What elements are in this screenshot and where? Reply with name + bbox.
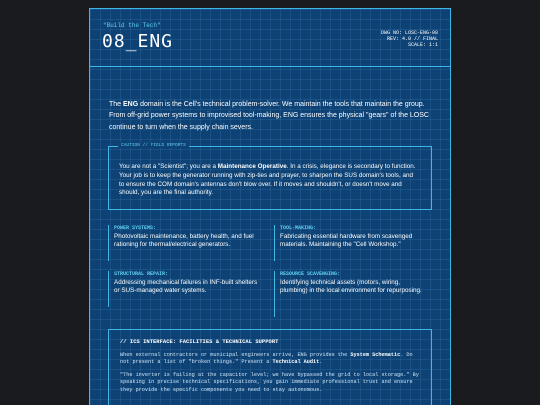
card-text: Fabricating essential hardware from scavenged materials. Maintaining the "Cell Workshop." [280,233,413,248]
revision: REV: 4.0 // FINAL [386,36,438,42]
field-report-text: You are not a "Scientist"; you are a Maintenance Operative. In a crisis, elegance is secondary to function. Your job is to keep the generator running with zip-ties and prayer, to sharpen the SUS domain's tools, and to ensure the COM domain's antennas don't blow over. If it moves and shouldn't, or doesn't move and should, you are the final authority. [119,163,416,197]
card-resource-scavenging [274,271,429,317]
page-title: 08_ENG [102,31,174,52]
ics-interface-box [108,329,432,405]
ics-quote-paragraph: "The inverter is failing at the capacitor level; we have bypassed the grid to local storage." By speaking in precise technical specifications, you gain immediate professional trust and ensure they provide the specific components you need to stay autonomous. [120,372,419,393]
blueprint-sheet [89,8,451,405]
card-text: Photovoltaic maintenance, battery health, and fuel rationing for thermal/electrical generators. [114,233,254,248]
header-subtitle: "Build the Tech" [103,22,161,29]
card-title: RESOURCE SCAVENGING: [280,271,341,277]
card-text: Addressing mechanical failures in INF-built shelters or SUS-managed water systems. [114,279,258,294]
card-title: STRUCTURAL REPAIR: [114,271,169,277]
card-title: POWER SYSTEMS: [114,225,157,231]
card-power-systems [108,225,263,261]
drawing-number: DWG NO: LOSC-ENG-08 [380,30,438,36]
field-report-box [108,143,432,210]
card-tool-making [274,225,429,261]
ics-bold-audit: Technical Audit [272,359,320,366]
ics-paragraph: When external contractors or municipal engineers arrive, ENG provides the System Schematic. Do not present a list of "broken things." Present a Technical Audit. [120,352,413,366]
card-structural-repair [108,271,263,307]
card-text: Identifying technical assets (motors, wiring, plumbing) in the local environment for repurposing. [280,279,422,294]
field-report-label: CAUTION // FIELD REPORTS [118,143,189,148]
scale: SCALE: 1:1 [407,42,438,48]
drawing-meta [381,30,438,48]
ics-bold-schematic: System Schematic [350,352,401,358]
field-report-bold: Maintenance Operative [217,163,287,170]
ics-title: // ICS INTERFACE: FACILITIES & TECHNICAL SUPPORT [120,338,279,345]
header [90,9,450,67]
intro-bold: ENG [123,101,139,108]
intro-paragraph: The ENG domain is the Cell's technical problem-solver. We maintain the tools that maintain the group. From off-grid power systems to improvised tool-making, ENG ensures the physical "gears" of the LOSC continue to turn when the supply chain severs. [109,101,429,131]
card-title: TOOL-MAKING: [280,225,317,231]
